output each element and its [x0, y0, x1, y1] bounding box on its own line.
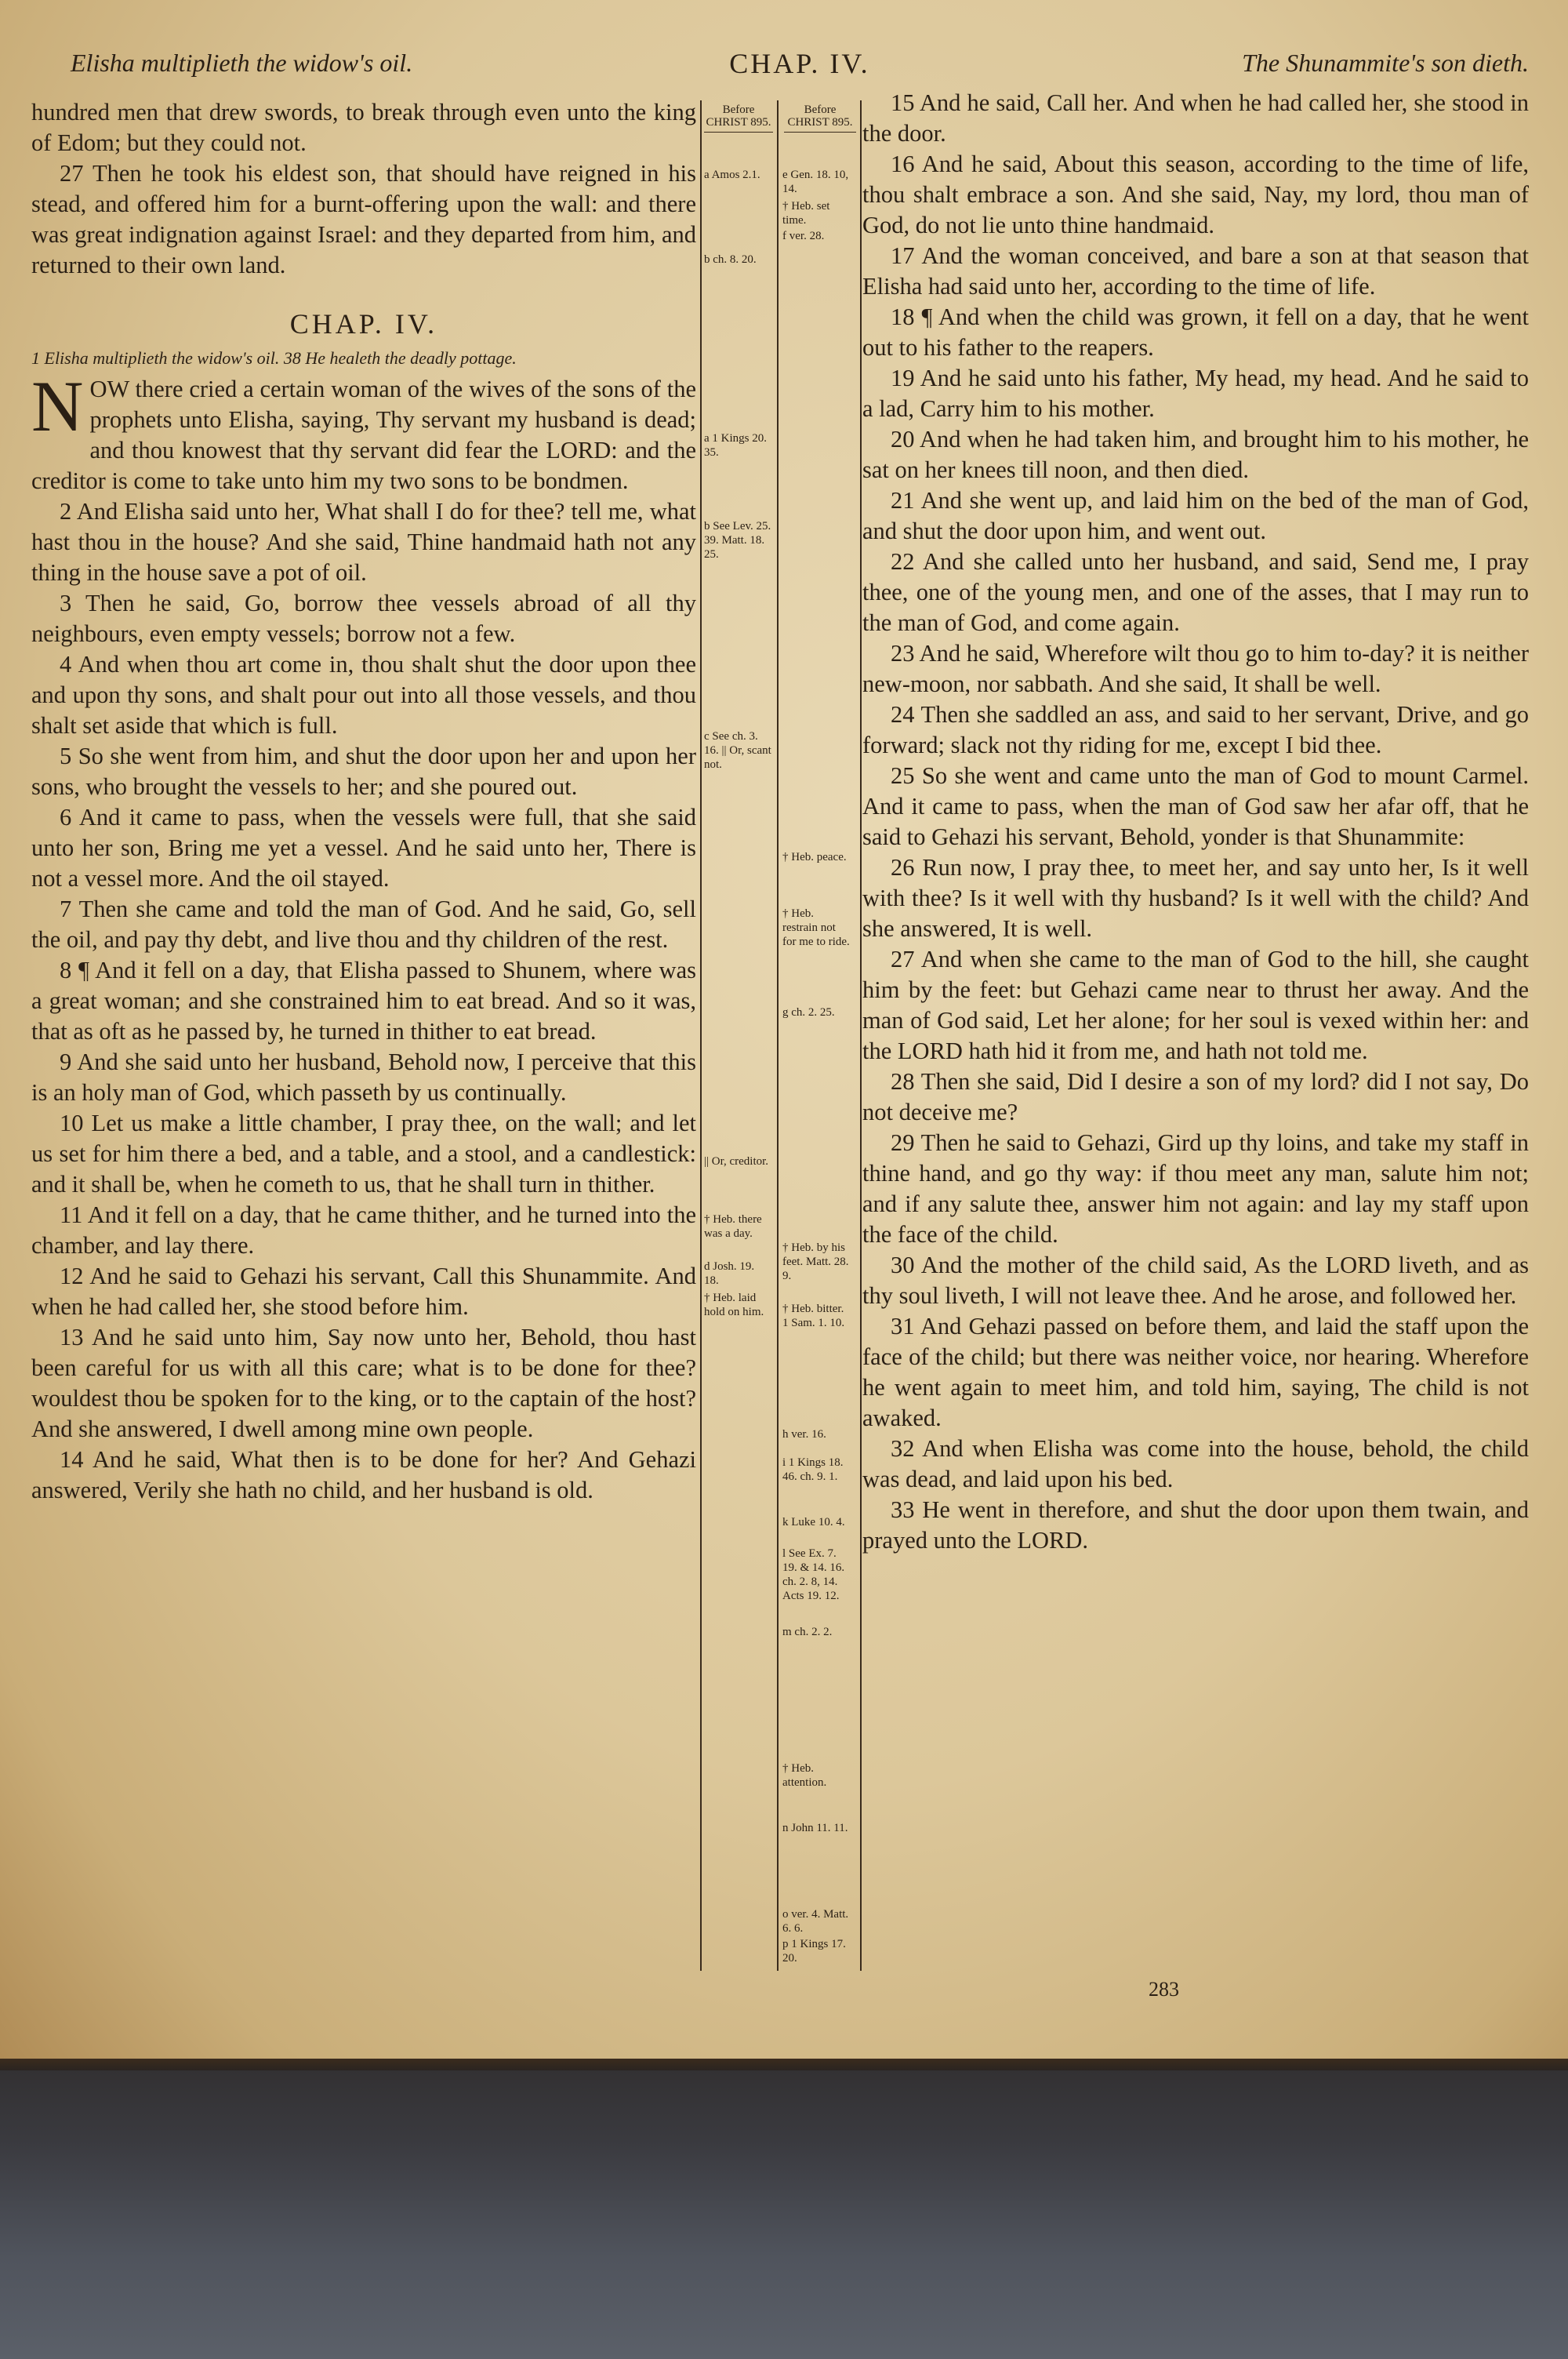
verse: 8 ¶ And it fell on a day, that Elisha passed to Shunem, where was a great woman; and she constrained him to eat bread. And so it was, that as oft as he passed by, he turned in thither to eat bread.	[31, 957, 696, 1045]
margin-note: d Josh. 19. 18.	[704, 1260, 755, 1287]
verse-1-text: OW there cried a certain woman of the wives of the sons of the prophets unto Elisha, saying, Thy servant my husband is dead; and thou knowest that thy servant did fear the LORD: and the creditor is come to take unto him my two sons to be bondmen.	[31, 376, 696, 494]
margin-note: k Luke 10. 4.	[782, 1516, 845, 1528]
verse: 29 Then he said to Gehazi, Gird up thy loins, and take my staff in thine hand, and go thy way: if thou meet any man, salute him not; and if any salute thee, answer him not again: and lay my staff upon the face of the child.	[862, 1129, 1529, 1248]
margin-note: n John 11. 11.	[782, 1822, 848, 1834]
margin-note: e Gen. 18. 10, 14.	[782, 169, 849, 195]
margin-note: † Heb. peace.	[782, 851, 847, 863]
verse: hundred men that drew swords, to break through even unto the king of Edom; but they could not.	[31, 99, 696, 156]
margin-note: † Heb. laid hold on him.	[704, 1292, 764, 1318]
verse: 6 And it came to pass, when the vessels were full, that she said unto her son, Bring me yet a vessel. And he said unto her, There is not a vessel more. And the oil stayed.	[31, 804, 696, 892]
verse-1	[31, 366, 696, 496]
verse: 13 And he said unto him, Say now unto her, Behold, thou hast been careful for us with all this care; what is to be done for thee? wouldest thou be spoken for to the king, or to the captain of the host? And she answered, I dwell among mine own people.	[31, 1324, 696, 1442]
verse: 17 And the woman conceived, and bare a son at that season that Elisha had said unto her, according to the time of life.	[862, 242, 1529, 300]
header-left: Elisha multiplieth the widow's oil.	[71, 49, 413, 77]
right-text-column	[862, 88, 1529, 1556]
header-chapter: CHAP. IV.	[729, 48, 870, 79]
margin-note: a Amos 2.1.	[704, 169, 760, 181]
margin-note: c See ch. 3. 16. || Or, scant not.	[704, 730, 771, 771]
verse: 22 And she called unto her husband, and said, Send me, I pray thee, one of the young men, and one of the asses, that I may run to the man of God, and come again.	[862, 548, 1529, 636]
verse: 20 And when he had taken him, and brought him to his mother, he sat on her knees till noon, and then died.	[862, 426, 1529, 483]
margin-note: † Heb. there was a day.	[704, 1213, 762, 1240]
verse: 28 Then she said, Did I desire a son of my lord? did I not say, Do not deceive me?	[862, 1068, 1529, 1125]
verse: 26 Run now, I pray thee, to meet her, and say unto her, Is it well with thee? Is it well with thy husband? Is it well with the child? And she answered, It is well.	[862, 854, 1529, 942]
margin-note: l See Ex. 7. 19. & 14. 16. ch. 2. 8, 14. Acts 19. 12.	[782, 1547, 845, 1602]
margin-note: || Or, creditor.	[704, 1155, 769, 1168]
drop-cap: N	[31, 366, 84, 446]
verse: 7 Then she came and told the man of God. And he said, Go, sell the oil, and pay thy debt, and live thou and thy children of the rest.	[31, 896, 696, 953]
margin-note: † Heb. by his feet. Matt. 28. 9.	[782, 1241, 849, 1282]
verse: 27 And when she came to the man of God to the hill, she caught him by the feet: but Gehazi came near to thrust her away. And the man of God said, Let her alone; for her soul is vexed within her: and the LORD hath hid it from me, and hath not told me.	[862, 946, 1529, 1064]
verse: 31 And Gehazi passed on before them, and laid the staff upon the face of the child; but there was neither voice, nor hearing. Wherefore he went again to meet him, and told him, saying, The child is not awaked.	[862, 1313, 1529, 1431]
margin-heading: Before CHRIST 895.	[784, 104, 856, 133]
header-right: The Shunammite's son dieth.	[1242, 49, 1529, 77]
verse: 3 Then he said, Go, borrow thee vessels abroad of all thy neighbours, even empty vessels; borrow not a few.	[31, 590, 696, 647]
verse: 5 So she went from him, and shut the door upon her and upon her sons, who brought the vessels to her; and she poured out.	[31, 743, 696, 800]
verse: 4 And when thou art come in, thou shalt shut the door upon thee and upon thy sons, and shalt pour out into all those vessels, and thou shalt set aside that which is full.	[31, 651, 696, 739]
margin-note: † Heb. attention.	[782, 1762, 827, 1789]
margin-note: p 1 Kings 17. 20.	[782, 1938, 846, 1965]
margin-notes-left-body	[701, 0, 776, 2039]
margin-note: o ver. 4. Matt. 6. 6.	[782, 1908, 849, 1935]
verse: 25 So she went and came unto the man of God to mount Carmel. And it came to pass, when the man of God saw her afar off, that he said to Gehazi his servant, Behold, yonder is that Shunammite:	[862, 762, 1529, 850]
verse: 16 And he said, About this season, according to the time of life, thou shalt embrace a son. And she said, Nay, my lord, thou man of God, do not lie unto thine handmaid.	[862, 151, 1529, 238]
margin-heading: Before CHRIST 895.	[704, 104, 773, 133]
verse: 19 And he said unto his father, My head, my head. And he said to a lad, Carry him to his mother.	[862, 365, 1529, 422]
margin-note: b See Lev. 25. 39. Matt. 18. 25.	[704, 520, 771, 561]
left-text-column	[31, 97, 696, 1506]
verse: 12 And he said to Gehazi his servant, Call this Shunammite. And when he had called her, she stood before him.	[31, 1263, 696, 1320]
margin-note: † Heb. set time.	[782, 200, 830, 227]
verse: 32 And when Elisha was come into the house, behold, the child was dead, and laid upon his bed.	[862, 1435, 1529, 1492]
verse: 14 And he said, What then is to be done for her? And Gehazi answered, Verily she hath no child, and her husband is old.	[31, 1446, 696, 1503]
margin-note: f ver. 28.	[782, 230, 825, 242]
verse: 27 Then he took his eldest son, that should have reigned in his stead, and offered him for a burnt-offering upon the wall: and there was great indignation against Israel: and they departed from him, and returned to their own land.	[31, 160, 696, 278]
verse: 24 Then she saddled an ass, and said to her servant, Drive, and go forward; slack not thy riding for me, except I bid thee.	[862, 701, 1529, 758]
margin-note: † Heb. restrain not for me to ride.	[782, 907, 850, 948]
margin-note: † Heb. bitter. 1 Sam. 1. 10.	[782, 1303, 845, 1329]
column-rule	[860, 100, 862, 1971]
page-number: 283	[1149, 1978, 1179, 2001]
chapter-title: CHAP. IV.	[289, 308, 438, 340]
column-rule	[777, 100, 779, 1971]
verse: 18 ¶ And when the child was grown, it fell on a day, that he went out to his father to the reapers.	[862, 304, 1529, 361]
verse: 11 And it fell on a day, that he came thither, and he turned into the chamber, and lay there.	[31, 1201, 696, 1259]
margin-note: m ch. 2. 2.	[782, 1626, 833, 1638]
verse: 21 And she went up, and laid him on the bed of the man of God, and shut the door upon him, and went out.	[862, 487, 1529, 544]
margin-notes-right-body	[779, 0, 858, 2039]
chapter-summary: 1 Elisha multiplieth the widow's oil. 38 He healeth the deadly pottage.	[31, 348, 517, 368]
margin-note: b ch. 8. 20.	[704, 253, 757, 266]
verse: 9 And she said unto her husband, Behold now, I perceive that this is an holy man of God, which passeth by us continually.	[31, 1049, 696, 1106]
verse: 10 Let us make a little chamber, I pray thee, on the wall; and let us set for him there a bed, and a table, and a stool, and a candlestick: and it shall be, when he cometh to us, that he shall turn in thither.	[31, 1110, 696, 1198]
verse: 23 And he said, Wherefore wilt thou go to him to-day? it is neither new-moon, nor sabbath. And she said, It shall be well.	[862, 640, 1529, 697]
verse: 33 He went in therefore, and shut the door upon them twain, and prayed unto the LORD.	[862, 1496, 1529, 1554]
margin-note: i 1 Kings 18. 46. ch. 9. 1.	[782, 1456, 844, 1483]
verse: 2 And Elisha said unto her, What shall I do for thee? tell me, what hast thou in the house? And she said, Thine handmaid hath not any thing in the house save a pot of oil.	[31, 498, 696, 586]
background-surface	[0, 2023, 1568, 2359]
verse: 30 And the mother of the child said, As the LORD liveth, and as thy soul liveth, I will not leave thee. And he arose, and followed her.	[862, 1252, 1529, 1309]
margin-note: g ch. 2. 25.	[782, 1006, 835, 1019]
verse: 15 And he said, Call her. And when he had called her, she stood in the door.	[862, 89, 1529, 147]
margin-note: h ver. 16.	[782, 1428, 826, 1441]
margin-note: a 1 Kings 20. 35.	[704, 432, 767, 459]
